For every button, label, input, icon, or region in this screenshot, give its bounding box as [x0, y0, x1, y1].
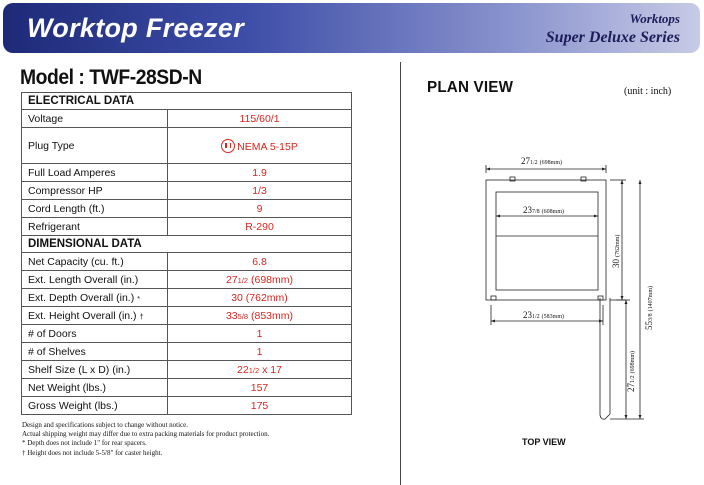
row-label: Plug Type [22, 128, 168, 164]
row-label: Refrigerant [22, 218, 168, 236]
row-value: 115/60/1 [168, 110, 352, 128]
category-label: Worktops [629, 11, 680, 26]
row-value: 9 [168, 200, 352, 218]
model-heading: Model : TWF-28SD-N [20, 66, 202, 89]
value-fraction: 5/8 [237, 311, 249, 321]
row-value: 30 (762mm) [168, 289, 352, 307]
row-label [22, 307, 168, 325]
row-value [168, 128, 352, 164]
table-row [22, 325, 352, 343]
row-label-text: Ext. Height Overall (in.) [28, 309, 137, 322]
value-rest: x 17 [259, 363, 282, 376]
plug-icon [221, 139, 235, 153]
hinge-marker [598, 296, 603, 300]
section-header-dimensional [22, 236, 352, 253]
row-label: Net Capacity (cu. ft.) [22, 253, 168, 271]
interior-outline [496, 192, 598, 290]
row-label: Full Load Amperes [22, 164, 168, 182]
section-title: DIMENSIONAL DATA [22, 236, 352, 253]
dim-label-overall-width: 271/2 (698mm) [521, 156, 563, 166]
plan-view-drawing [400, 140, 700, 440]
unit-label: (unit : inch) [624, 86, 672, 97]
value-whole: 22 [237, 363, 249, 376]
value-metric: (853mm) [248, 309, 294, 322]
table-row [22, 307, 352, 325]
row-value: R-290 [168, 218, 352, 236]
row-label-text: Ext. Depth Overall (in.) [28, 291, 135, 304]
row-value: 6.8 [168, 253, 352, 271]
table-row [22, 164, 352, 182]
row-value: 1/3 [168, 182, 352, 200]
note-line: Actual shipping weight may differ due to extra packing materials for product protection. [22, 429, 270, 438]
row-label: Ext. Length Overall (in.) [22, 271, 168, 289]
table-row [22, 343, 352, 361]
table-row [22, 289, 352, 307]
note-line: Design and specifications subject to change without notice. [22, 421, 189, 429]
row-value: 1 [168, 343, 352, 361]
dim-arrows [486, 168, 642, 420]
plug-type-value: NEMA 5-15P [237, 140, 298, 153]
row-value: 1 [168, 325, 352, 343]
row-label: # of Shelves [22, 343, 168, 361]
table-row [22, 200, 352, 218]
hinge-marker [491, 296, 496, 300]
row-value [168, 361, 352, 379]
table-row [22, 361, 352, 379]
value-whole: 27 [225, 273, 238, 286]
section-title: ELECTRICAL DATA [22, 93, 352, 110]
note-line: * Depth does not include 1" for rear spacers. [22, 439, 147, 448]
row-value: 1.9 [168, 164, 352, 182]
value-metric: (698mm) [248, 273, 294, 286]
dim-label-depth: 30(762mm) [611, 234, 621, 268]
series-name: Super Deluxe Series [545, 29, 680, 46]
top-view-caption: TOP VIEW [522, 437, 566, 447]
dim-label-inner-width: 237/8 (608mm) [523, 205, 565, 215]
row-label: Shelf Size (L x D) (in.) [22, 361, 168, 379]
row-value [168, 307, 352, 325]
spec-table [21, 92, 352, 415]
table-row [22, 182, 352, 200]
header-banner [3, 3, 700, 53]
table-row [22, 128, 352, 164]
row-value [168, 271, 352, 289]
row-label: # of Doors [22, 325, 168, 343]
value-whole: 33 [225, 309, 238, 322]
dim-label-bottom-width: 231/2 (583mm) [523, 310, 565, 320]
open-door-outline [600, 298, 610, 419]
row-value: 157 [168, 379, 352, 397]
row-label: Voltage [22, 110, 168, 128]
footnote-mark: † [139, 311, 144, 321]
table-row [22, 379, 352, 397]
row-value: 175 [168, 397, 352, 415]
value-fraction: 1/2 [237, 275, 249, 285]
page-title: Worktop Freezer [27, 13, 245, 43]
table-row [22, 397, 352, 415]
cabinet-outline [486, 180, 606, 300]
row-label: Net Weight (lbs.) [22, 379, 168, 397]
section-header-electrical [22, 93, 352, 110]
table-row [22, 271, 352, 289]
row-label: Cord Length (ft.) [22, 200, 168, 218]
plan-view-title: PLAN VIEW [427, 79, 514, 96]
table-row [22, 110, 352, 128]
value-fraction: 1/2 [248, 365, 260, 375]
dim-label-door: 271/2(698mm) [626, 350, 636, 392]
note-line: † Height does not include 5-5/8" for caster height. [22, 448, 163, 457]
footnote-mark: * [137, 293, 141, 303]
row-label: Compressor HP [22, 182, 168, 200]
row-label [22, 289, 168, 307]
series-label [546, 11, 680, 47]
table-row [22, 218, 352, 236]
table-row [22, 253, 352, 271]
footnotes [22, 421, 269, 457]
dim-label-open-depth: 553/8(1407mm) [644, 285, 654, 330]
row-label: Gross Weight (lbs.) [22, 397, 168, 415]
